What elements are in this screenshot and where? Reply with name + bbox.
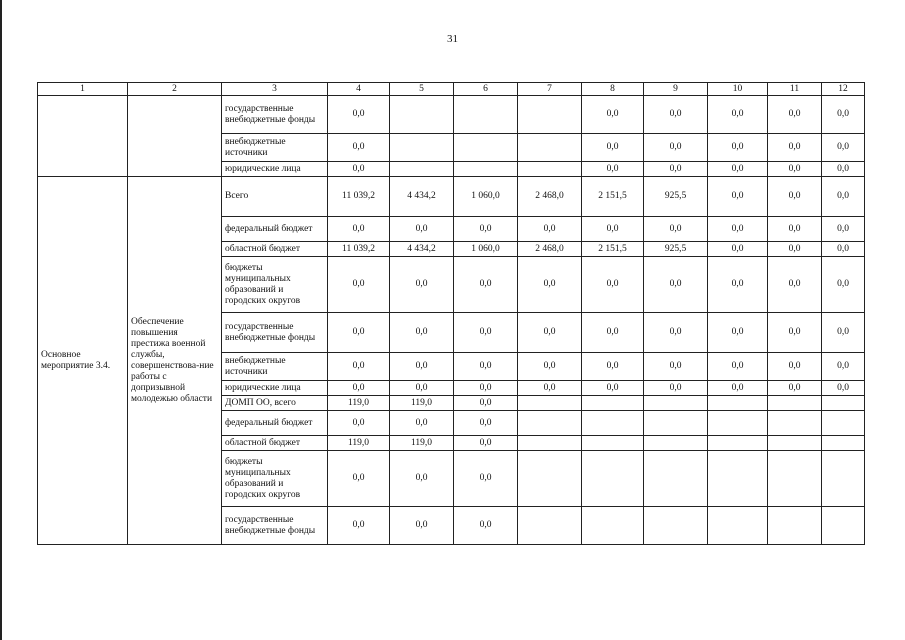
amount-cell (454, 162, 518, 177)
amount-cell (518, 162, 582, 177)
amount-cell: 0,0 (390, 451, 454, 507)
amount-cell: 0,0 (454, 507, 518, 545)
event-goal: Обеспечение повышения престижа военной службы, совершенствова-ние работы с допризывной молодежью области (128, 177, 222, 545)
column-header-8: 8 (582, 83, 644, 96)
amount-cell: 0,0 (328, 257, 390, 313)
amount-cell (518, 134, 582, 162)
amount-cell: 1 060,0 (454, 177, 518, 217)
amount-cell (822, 507, 865, 545)
amount-cell: 0,0 (644, 162, 708, 177)
amount-cell: 0,0 (708, 96, 768, 134)
amount-cell: 0,0 (708, 217, 768, 242)
amount-cell (708, 396, 768, 411)
amount-cell (454, 96, 518, 134)
amount-cell: 0,0 (390, 507, 454, 545)
amount-cell (822, 396, 865, 411)
amount-cell: 0,0 (390, 217, 454, 242)
amount-cell: 0,0 (582, 257, 644, 313)
amount-cell (822, 436, 865, 451)
amount-cell: 0,0 (518, 217, 582, 242)
amount-cell: 0,0 (454, 396, 518, 411)
amount-cell: 0,0 (822, 353, 865, 381)
amount-cell: 0,0 (390, 381, 454, 396)
amount-cell: 0,0 (582, 96, 644, 134)
amount-cell: 0,0 (390, 353, 454, 381)
amount-cell: 0,0 (708, 257, 768, 313)
amount-cell: 0,0 (708, 381, 768, 396)
prev-event-cell (38, 96, 128, 177)
amount-cell: 119,0 (328, 396, 390, 411)
amount-cell: 0,0 (454, 411, 518, 436)
amount-cell (644, 451, 708, 507)
amount-cell (708, 411, 768, 436)
amount-cell: 0,0 (454, 217, 518, 242)
amount-cell: 0,0 (328, 313, 390, 353)
amount-cell: 0,0 (708, 313, 768, 353)
column-header-7: 7 (518, 83, 582, 96)
amount-cell: 0,0 (708, 242, 768, 257)
amount-cell (644, 411, 708, 436)
column-header-6: 6 (454, 83, 518, 96)
amount-cell: 0,0 (328, 217, 390, 242)
amount-cell: 0,0 (328, 134, 390, 162)
column-header-11: 11 (768, 83, 822, 96)
amount-cell: 0,0 (582, 134, 644, 162)
amount-cell: 0,0 (822, 257, 865, 313)
amount-cell: 0,0 (822, 217, 865, 242)
funding-source: юридические лица (222, 162, 328, 177)
amount-cell: 0,0 (644, 353, 708, 381)
amount-cell: 0,0 (822, 381, 865, 396)
amount-cell (518, 396, 582, 411)
amount-cell (708, 507, 768, 545)
column-header-12: 12 (822, 83, 865, 96)
amount-cell: 0,0 (582, 353, 644, 381)
budget-table (37, 82, 865, 545)
funding-source: федеральный бюджет (222, 217, 328, 242)
amount-cell: 925,5 (644, 177, 708, 217)
amount-cell: 0,0 (518, 381, 582, 396)
amount-cell: 0,0 (768, 217, 822, 242)
amount-cell (822, 451, 865, 507)
funding-source: бюджеты муниципальных образований и городских округов (222, 257, 328, 313)
prev-goal-cell (128, 96, 222, 177)
amount-cell: 119,0 (328, 436, 390, 451)
amount-cell: 0,0 (822, 177, 865, 217)
amount-cell: 11 039,2 (328, 242, 390, 257)
amount-cell: 0,0 (328, 451, 390, 507)
funding-source: внебюджетные источники (222, 353, 328, 381)
funding-source: Всего (222, 177, 328, 217)
amount-cell: 0,0 (328, 353, 390, 381)
column-header-4: 4 (328, 83, 390, 96)
amount-cell: 0,0 (454, 257, 518, 313)
amount-cell: 2 151,5 (582, 242, 644, 257)
amount-cell: 119,0 (390, 396, 454, 411)
amount-cell (822, 411, 865, 436)
amount-cell: 0,0 (582, 313, 644, 353)
amount-cell (768, 507, 822, 545)
amount-cell: 0,0 (768, 353, 822, 381)
amount-cell (582, 451, 644, 507)
amount-cell (768, 411, 822, 436)
amount-cell: 0,0 (708, 162, 768, 177)
amount-cell (768, 451, 822, 507)
amount-cell: 0,0 (328, 507, 390, 545)
column-header-10: 10 (708, 83, 768, 96)
amount-cell: 2 468,0 (518, 177, 582, 217)
amount-cell (390, 96, 454, 134)
amount-cell: 0,0 (518, 257, 582, 313)
amount-cell: 4 434,2 (390, 177, 454, 217)
funding-source: областной бюджет (222, 242, 328, 257)
amount-cell: 0,0 (644, 313, 708, 353)
funding-source: бюджеты муниципальных образований и городских округов (222, 451, 328, 507)
amount-cell (768, 436, 822, 451)
funding-source: юридические лица (222, 381, 328, 396)
funding-source: государственные внебюджетные фонды (222, 96, 328, 134)
table-row (38, 177, 865, 217)
amount-cell: 0,0 (328, 96, 390, 134)
amount-cell: 0,0 (644, 96, 708, 134)
amount-cell (708, 451, 768, 507)
page-edge-line (0, 0, 2, 640)
amount-cell: 0,0 (328, 162, 390, 177)
amount-cell: 0,0 (328, 381, 390, 396)
amount-cell (390, 162, 454, 177)
amount-cell: 0,0 (454, 381, 518, 396)
amount-cell: 0,0 (708, 177, 768, 217)
amount-cell: 0,0 (644, 381, 708, 396)
amount-cell: 4 434,2 (390, 242, 454, 257)
amount-cell: 2 468,0 (518, 242, 582, 257)
amount-cell (582, 436, 644, 451)
table-row (38, 96, 865, 134)
column-header-1: 1 (38, 83, 128, 96)
amount-cell (518, 507, 582, 545)
amount-cell: 0,0 (582, 162, 644, 177)
amount-cell (582, 411, 644, 436)
amount-cell: 0,0 (768, 96, 822, 134)
amount-cell: 0,0 (454, 313, 518, 353)
table-body (38, 83, 865, 545)
amount-cell: 1 060,0 (454, 242, 518, 257)
amount-cell: 0,0 (822, 242, 865, 257)
amount-cell: 0,0 (768, 177, 822, 217)
amount-cell: 0,0 (768, 313, 822, 353)
amount-cell: 0,0 (390, 313, 454, 353)
amount-cell (644, 436, 708, 451)
amount-cell: 0,0 (644, 134, 708, 162)
amount-cell (390, 134, 454, 162)
column-header-3: 3 (222, 83, 328, 96)
amount-cell: 0,0 (644, 257, 708, 313)
amount-cell: 0,0 (768, 134, 822, 162)
funding-source: государственные внебюджетные фонды (222, 313, 328, 353)
event-name: Основное мероприятие 3.4. (38, 177, 128, 545)
amount-cell: 0,0 (768, 242, 822, 257)
amount-cell: 119,0 (390, 436, 454, 451)
amount-cell (582, 396, 644, 411)
amount-cell: 0,0 (644, 217, 708, 242)
amount-cell (518, 411, 582, 436)
amount-cell: 0,0 (822, 96, 865, 134)
amount-cell (518, 96, 582, 134)
page-number: 31 (447, 33, 458, 45)
amount-cell: 0,0 (454, 353, 518, 381)
amount-cell: 2 151,5 (582, 177, 644, 217)
column-header-9: 9 (644, 83, 708, 96)
amount-cell (454, 134, 518, 162)
amount-cell (582, 507, 644, 545)
funding-source: внебюджетные источники (222, 134, 328, 162)
amount-cell: 0,0 (768, 381, 822, 396)
funding-source: ДОМП ОО, всего (222, 396, 328, 411)
amount-cell: 0,0 (708, 134, 768, 162)
amount-cell: 0,0 (518, 313, 582, 353)
amount-cell: 0,0 (768, 257, 822, 313)
amount-cell (768, 396, 822, 411)
amount-cell (644, 507, 708, 545)
amount-cell: 0,0 (582, 217, 644, 242)
amount-cell: 0,0 (390, 411, 454, 436)
amount-cell: 0,0 (768, 162, 822, 177)
amount-cell: 0,0 (582, 381, 644, 396)
amount-cell: 0,0 (822, 313, 865, 353)
amount-cell (518, 451, 582, 507)
header-row (38, 83, 865, 96)
amount-cell: 0,0 (454, 436, 518, 451)
column-header-2: 2 (128, 83, 222, 96)
amount-cell: 925,5 (644, 242, 708, 257)
amount-cell: 0,0 (390, 257, 454, 313)
amount-cell: 0,0 (822, 162, 865, 177)
funding-source: государственные внебюджетные фонды (222, 507, 328, 545)
funding-source: областной бюджет (222, 436, 328, 451)
amount-cell: 0,0 (822, 134, 865, 162)
amount-cell: 0,0 (518, 353, 582, 381)
amount-cell: 11 039,2 (328, 177, 390, 217)
funding-source: федеральный бюджет (222, 411, 328, 436)
amount-cell: 0,0 (454, 451, 518, 507)
amount-cell (644, 396, 708, 411)
amount-cell: 0,0 (328, 411, 390, 436)
column-header-5: 5 (390, 83, 454, 96)
amount-cell (708, 436, 768, 451)
amount-cell: 0,0 (708, 353, 768, 381)
amount-cell (518, 436, 582, 451)
